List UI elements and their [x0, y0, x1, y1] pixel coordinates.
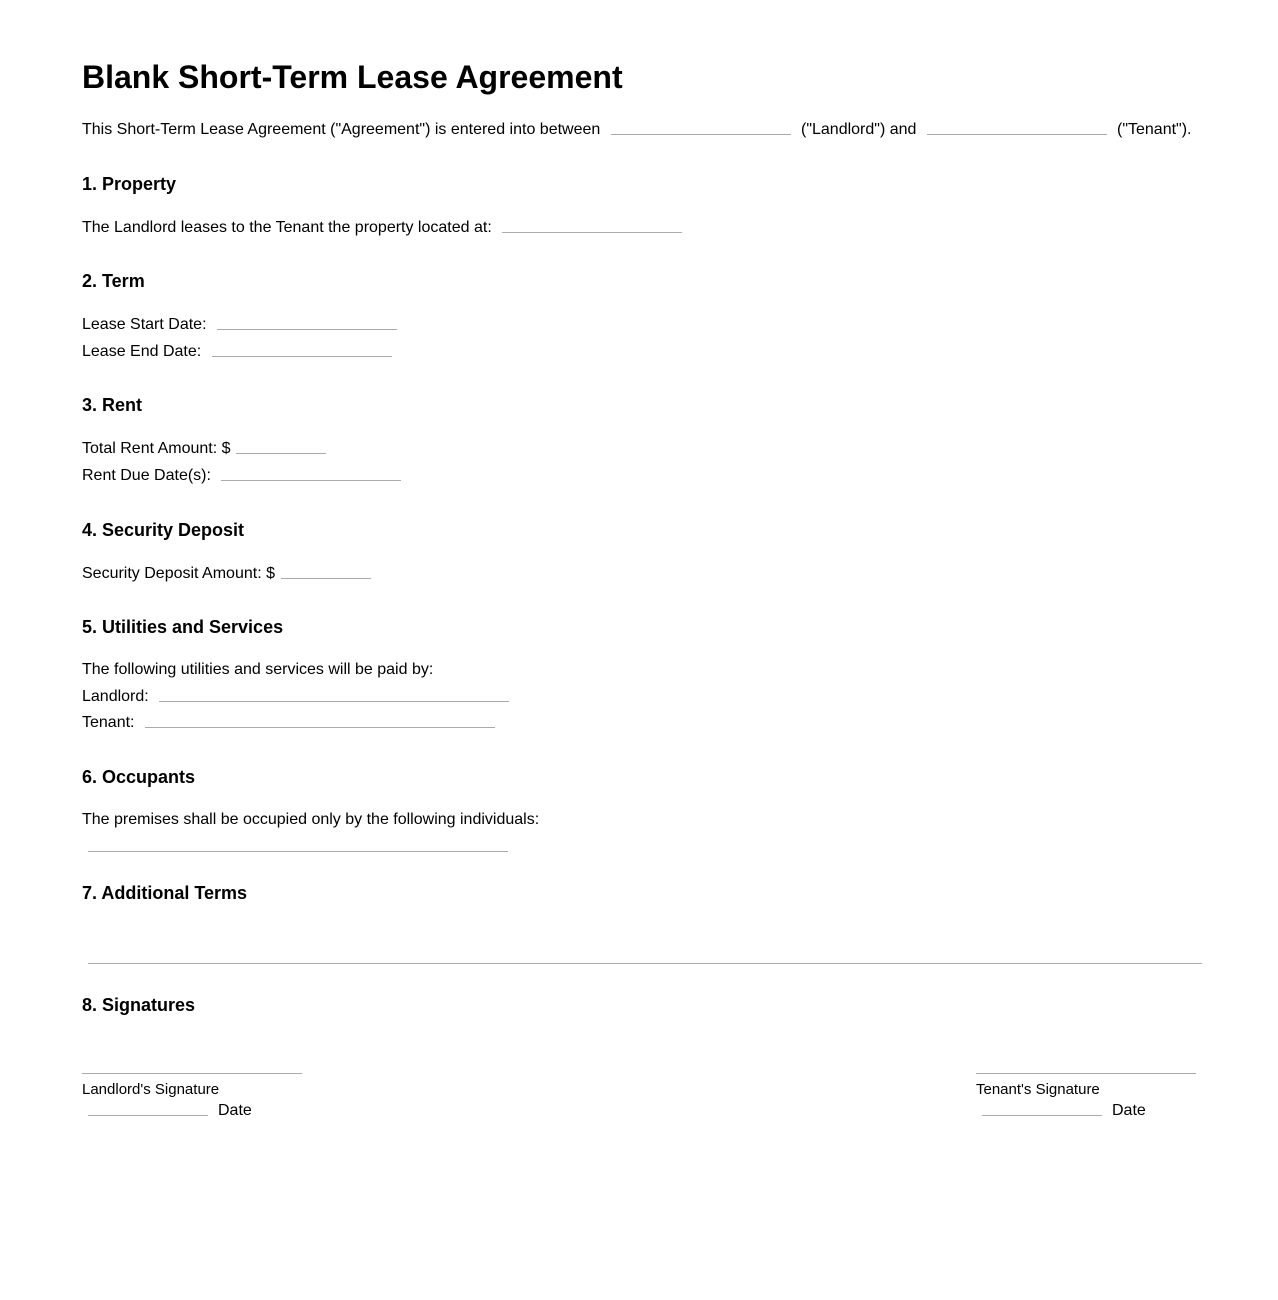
deposit-amount-field[interactable]: [281, 578, 371, 579]
lease-start-field[interactable]: [217, 329, 397, 330]
section-heading-term: 2. Term: [82, 271, 145, 291]
utilities-landlord-label: Landlord:: [82, 688, 149, 705]
tenant-signature-field[interactable]: [976, 1073, 1196, 1074]
tenant-signature-label: Tenant's Signature: [976, 1081, 1100, 1098]
lease-end-field[interactable]: [212, 356, 392, 357]
lease-end-label: Lease End Date:: [82, 343, 202, 360]
intro-text: This Short-Term Lease Agreement ("Agreement") is entered into between: [82, 121, 601, 138]
tenant-label: ("Tenant").: [1117, 121, 1192, 138]
rent-amount-field[interactable]: [236, 453, 326, 454]
section-heading-signatures: 8. Signatures: [82, 995, 196, 1015]
rent-amount-label: Total Rent Amount: $: [82, 440, 231, 457]
additional-terms-field[interactable]: [88, 963, 1202, 964]
landlord-signature-label: Landlord's Signature: [82, 1081, 220, 1098]
landlord-signature-field[interactable]: [82, 1073, 302, 1074]
utilities-landlord-field[interactable]: [159, 701, 509, 702]
section-heading-occupants: 6. Occupants: [82, 767, 196, 787]
landlord-date-field[interactable]: [88, 1115, 208, 1116]
section-heading-property: 1. Property: [82, 174, 177, 194]
property-address-field[interactable]: [502, 232, 682, 233]
utilities-text: The following utilities and services will be paid by:: [82, 661, 434, 678]
tenant-date-label: Date: [1112, 1102, 1146, 1119]
section-heading-utilities: 5. Utilities and Services: [82, 617, 284, 637]
occupants-text: The premises shall be occupied only by the following individuals:: [82, 811, 540, 828]
landlord-date-label: Date: [218, 1102, 252, 1119]
utilities-tenant-field[interactable]: [145, 727, 495, 728]
tenant-name-field[interactable]: [927, 134, 1107, 135]
tenant-date-field[interactable]: [982, 1115, 1102, 1116]
rent-due-field[interactable]: [221, 480, 401, 481]
deposit-amount-label: Security Deposit Amount: $: [82, 565, 275, 582]
utilities-tenant-label: Tenant:: [82, 714, 135, 731]
landlord-label: ("Landlord") and: [801, 121, 917, 138]
section-heading-deposit: 4. Security Deposit: [82, 520, 245, 540]
page-title: Blank Short-Term Lease Agreement: [82, 59, 623, 95]
landlord-name-field[interactable]: [611, 134, 791, 135]
lease-start-label: Lease Start Date:: [82, 316, 207, 333]
rent-due-label: Rent Due Date(s):: [82, 467, 211, 484]
property-text: The Landlord leases to the Tenant the property located at:: [82, 219, 492, 236]
section-heading-additional-terms: 7. Additional Terms: [82, 883, 248, 903]
occupants-field[interactable]: [88, 851, 508, 852]
section-heading-rent: 3. Rent: [82, 395, 143, 415]
